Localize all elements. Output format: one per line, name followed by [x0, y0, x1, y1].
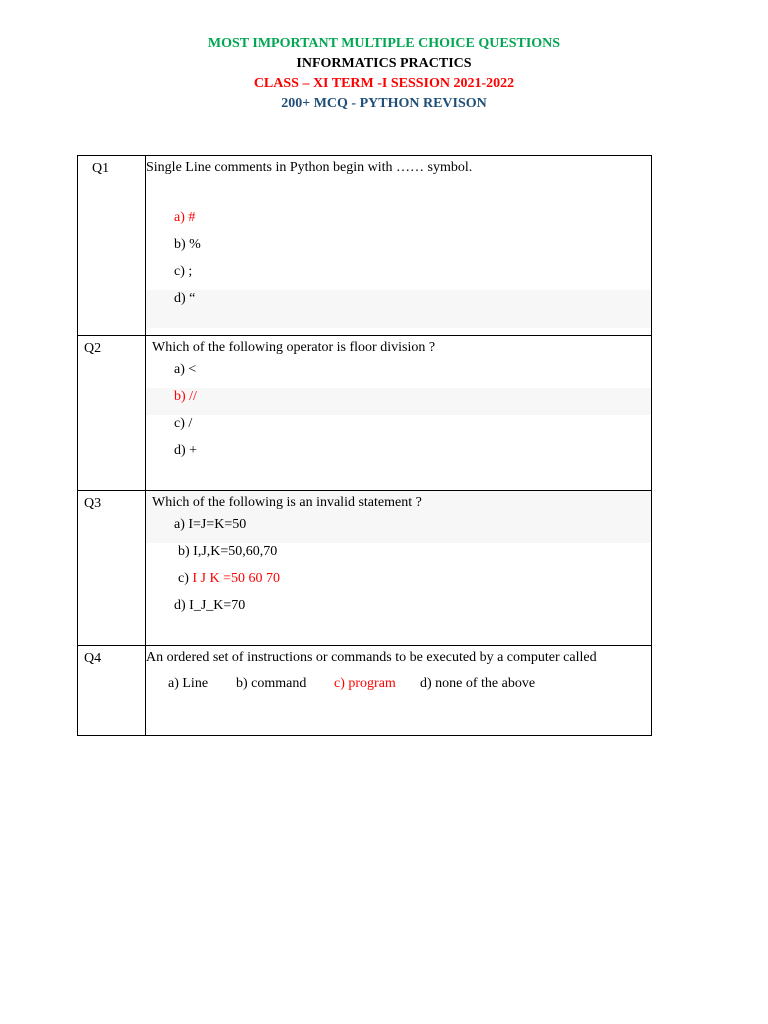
option-b: b) I,J,K=50,60,70 — [178, 544, 278, 559]
question-text: Which of the following operator is floor division ? — [152, 340, 436, 355]
document-header — [0, 34, 768, 114]
option-d: d) none of the above — [420, 676, 536, 691]
question-content-cell — [146, 156, 652, 336]
question-number-cell — [78, 336, 146, 491]
option-d: d) “ — [146, 290, 651, 328]
question-content-cell — [146, 646, 652, 736]
question-text: Single Line comments in Python begin with …… symbol. — [146, 160, 473, 175]
options-row — [146, 675, 651, 693]
question-row-q1 — [78, 156, 652, 336]
question-text: An ordered set of instructions or commands to be executed by a computer called — [146, 650, 597, 665]
header-class-session: CLASS – XI TERM -I SESSION 2021-2022 — [253, 76, 515, 91]
header-subject: INFORMATICS PRACTICS — [296, 56, 472, 71]
option-d: d) I_J_K=70 — [174, 598, 246, 613]
option-c: c) / — [174, 416, 193, 431]
question-row-q3 — [78, 491, 652, 646]
question-number: Q4 — [84, 651, 102, 666]
option-c-correct: c) program — [334, 676, 396, 691]
header-mcq-count: 200+ MCQ - PYTHON REVISON — [281, 96, 487, 111]
question-content-cell — [146, 336, 652, 491]
question-table — [77, 155, 652, 736]
question-row-q2 — [78, 336, 652, 491]
option-c — [146, 570, 651, 597]
option-d: d) + — [174, 443, 198, 458]
question-content-cell — [146, 491, 652, 646]
question-number: Q3 — [84, 496, 102, 511]
option-a: a) I=J=K=50 — [146, 516, 651, 543]
option-a: a) Line — [168, 676, 209, 691]
question-number-cell — [78, 156, 146, 336]
option-b: b) % — [174, 237, 201, 252]
question-number: Q1 — [92, 161, 110, 176]
question-row-q4 — [78, 646, 652, 736]
option-c-label: c) — [178, 571, 193, 586]
option-a-correct: a) # — [174, 210, 196, 225]
option-b-correct: b) // — [146, 388, 651, 415]
option-b: b) command — [236, 676, 307, 691]
option-c: c) ; — [174, 264, 193, 279]
header-title: MOST IMPORTANT MULTIPLE CHOICE QUESTIONS — [207, 36, 561, 51]
question-number-cell — [78, 491, 146, 646]
option-a: a) < — [174, 362, 197, 377]
question-number: Q2 — [84, 341, 102, 356]
question-text: Which of the following is an invalid statement ? — [146, 491, 651, 516]
option-c-correct-text: I J K =50 60 70 — [192, 571, 281, 586]
question-number-cell — [78, 646, 146, 736]
